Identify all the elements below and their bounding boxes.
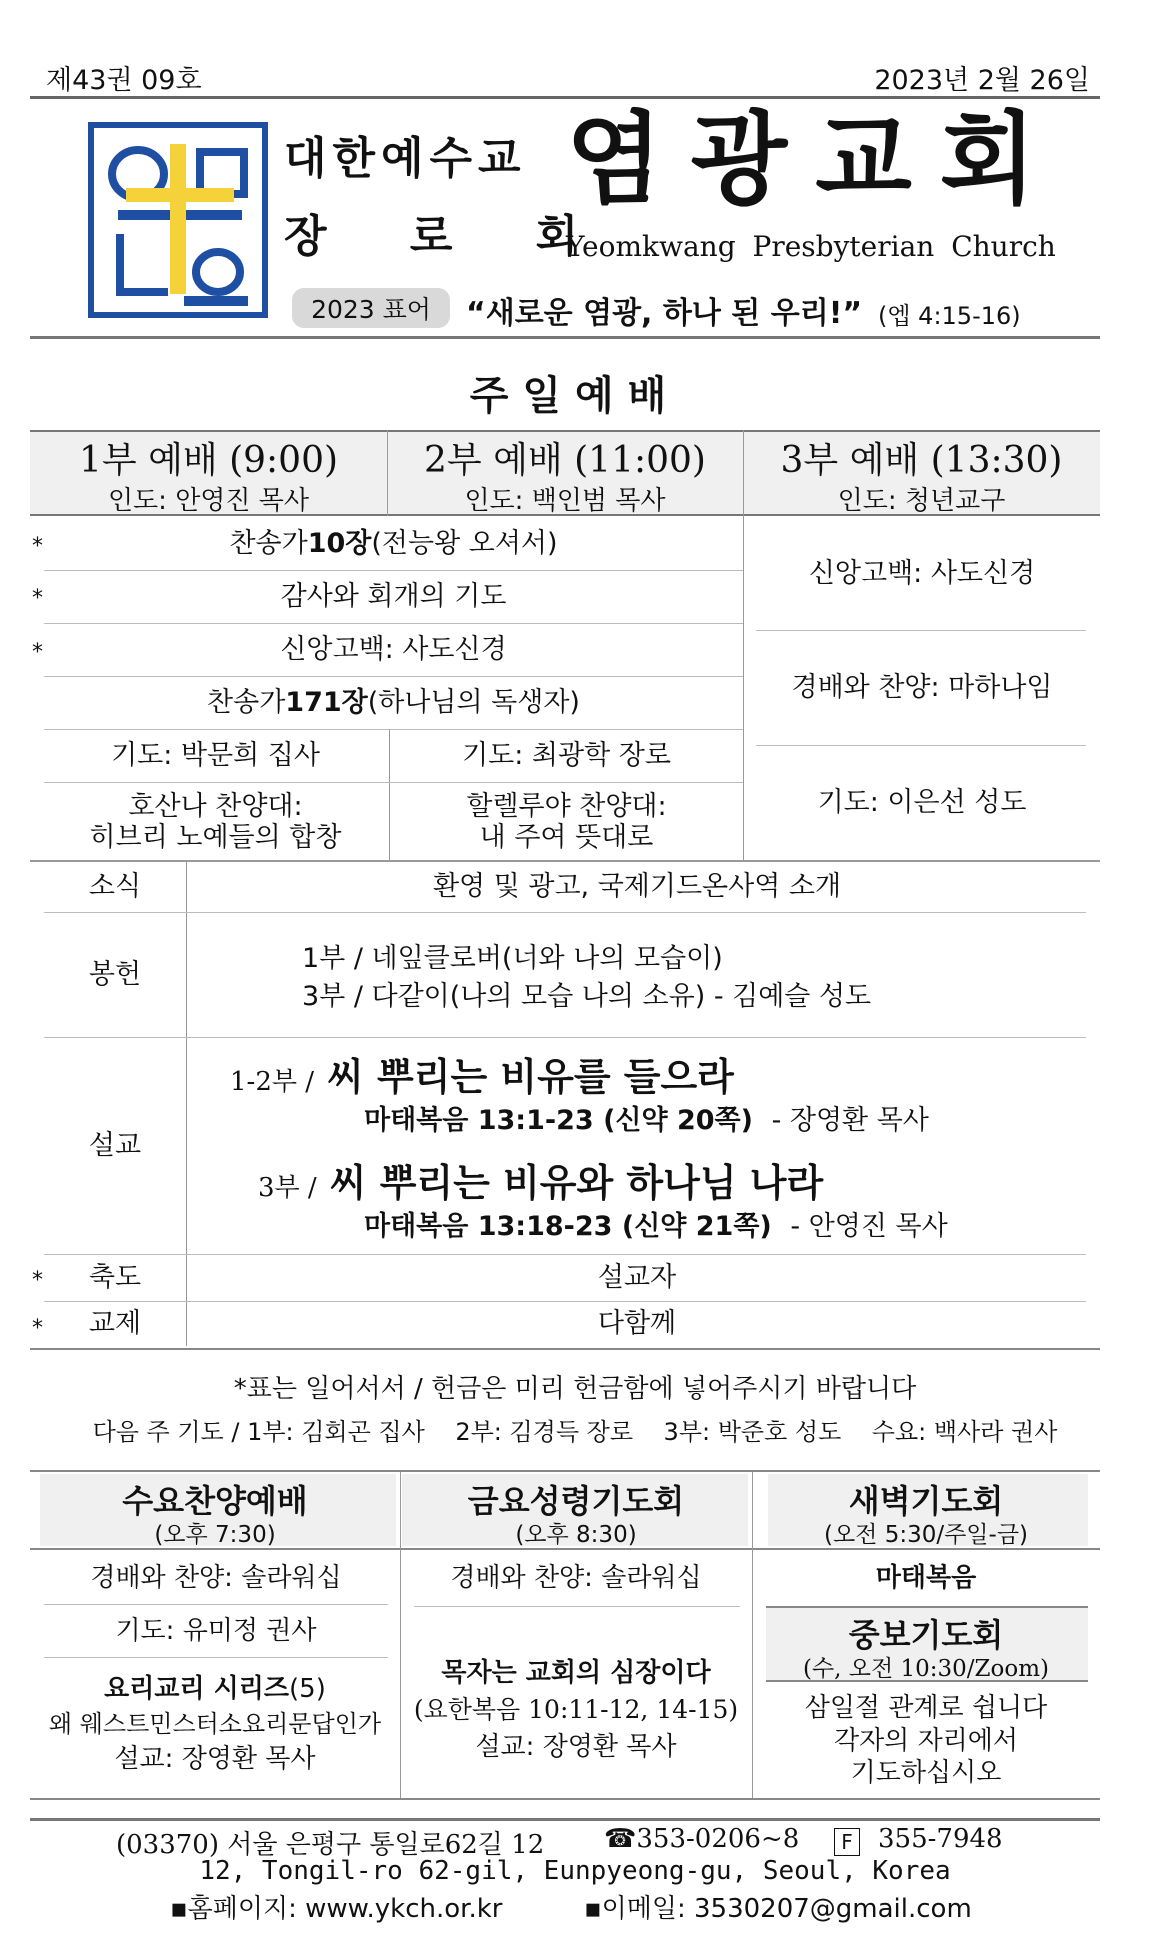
service-3-worship: 경배와 찬양: 마하나임 bbox=[791, 672, 1053, 704]
church-name-korean: 염광교회 bbox=[566, 101, 1065, 218]
second-hymn bbox=[44, 677, 743, 729]
opening-hymn bbox=[44, 518, 743, 570]
sermon-title: 씨 뿌리는 비유를 들으라 bbox=[327, 1055, 734, 1099]
news-label: 소식 bbox=[88, 871, 142, 903]
intercession-notice-line: 삼일절 관계로 쉽니다 bbox=[804, 1693, 1048, 1723]
service-2-name: 2부 예배 (11:00) bbox=[424, 440, 706, 481]
next-week-prayers: 다음 주 기도 / 1부: 김회곤 집사 2부: 김경득 장로 3부: 박준호 성도 수요: 백사라 권사 bbox=[92, 1418, 1058, 1446]
friday-title: 금요성령기도회 bbox=[467, 1482, 685, 1520]
friday-worship: 경배와 찬양: 솔라워십 bbox=[450, 1562, 702, 1593]
offering-label: 봉헌 bbox=[88, 959, 142, 991]
hymn-title: (전능왕 오셔서) bbox=[371, 528, 558, 560]
church-name-english: Yeomkwang Presbyterian Church bbox=[566, 230, 1056, 263]
blessing: 설교자 bbox=[597, 1262, 677, 1294]
church-logo-mark bbox=[88, 122, 268, 318]
wednesday-title: 수요찬양예배 bbox=[122, 1482, 308, 1520]
standing-note: *표는 일어서서 / 헌금은 미리 헌금함에 넣어주시기 바랍니다 bbox=[233, 1374, 917, 1404]
offering-service-3: 3부 / 다같이(나의 모습 나의 소유) - 김예슬 성도 bbox=[302, 980, 872, 1012]
issue-date: 2023년 2월 26일 bbox=[874, 65, 1090, 96]
dawn-text: 마태복음 bbox=[875, 1562, 977, 1593]
hymn-label: 찬송가 bbox=[207, 687, 286, 719]
sermon-preacher: - 안영진 목사 bbox=[790, 1211, 948, 1242]
sermon-preacher: - 장영환 목사 bbox=[771, 1105, 929, 1136]
address-english: 12, Tongil-ro 62-gil, Eunpyeong-gu, Seoul, Korea bbox=[199, 1856, 951, 1886]
intercession-notice-line: 기도하십시오 bbox=[850, 1758, 1002, 1788]
issue-number: 제43권 09호 bbox=[46, 65, 202, 96]
choir-song: 히브리 노예들의 합창 bbox=[89, 822, 342, 853]
hymn-number: 171장 bbox=[285, 687, 368, 719]
fax-number: 355-7948 bbox=[878, 1824, 1003, 1854]
sermon-2-reference bbox=[364, 1204, 948, 1243]
sunday-worship-title: 주일예배 bbox=[469, 373, 681, 419]
series-title: 요리교리 시리즈 bbox=[104, 1674, 290, 1704]
standing-mark: * bbox=[32, 586, 43, 611]
news: 환영 및 광고, 국제기드온사역 소개 bbox=[432, 871, 842, 903]
wednesday-topic: 왜 웨스트민스터소요리문답인가 bbox=[48, 1710, 382, 1738]
sermon-1-reference bbox=[364, 1098, 929, 1137]
service-3-creed: 신앙고백: 사도신경 bbox=[808, 558, 1036, 590]
dawn-title: 새벽기도회 bbox=[848, 1482, 1004, 1520]
wednesday-worship: 경배와 찬양: 솔라워십 bbox=[90, 1562, 342, 1593]
friday-preacher: 설교: 장영환 목사 bbox=[475, 1732, 677, 1762]
intercession-notice-line: 각자의 자리에서 bbox=[833, 1725, 1019, 1756]
blessing-label: 축도 bbox=[88, 1262, 142, 1294]
motto-reference: (엡 4:15-16) bbox=[878, 302, 1021, 330]
sermon-part: 1-2부 / bbox=[230, 1067, 315, 1097]
sermon-passage: 마태복음 13:1-23 (신약 20쪽) bbox=[364, 1105, 753, 1136]
sermon-1 bbox=[230, 1046, 734, 1101]
standing-mark: * bbox=[32, 534, 43, 559]
sermon-2 bbox=[258, 1152, 823, 1207]
standing-mark: * bbox=[32, 640, 43, 665]
standing-mark: * bbox=[32, 1268, 43, 1293]
denomination-line1: 대한예수교 bbox=[284, 133, 527, 184]
friday-sermon-title: 목자는 교회의 심장이다 bbox=[441, 1658, 711, 1688]
service-1-name: 1부 예배 (9:00) bbox=[78, 440, 339, 481]
creed: 신앙고백: 사도신경 bbox=[280, 634, 507, 666]
sermon-label: 설교 bbox=[88, 1130, 142, 1162]
prayer-service-2: 기도: 최광학 장로 bbox=[462, 740, 671, 772]
service-3-leader: 인도: 청년교구 bbox=[837, 486, 1006, 516]
sermon-title: 씨 뿌리는 비유와 하나님 나라 bbox=[329, 1161, 824, 1205]
intercession-notice bbox=[752, 1692, 1100, 1790]
phone-number: ☎353-0206~8 bbox=[604, 1824, 800, 1854]
dawn-time: (오전 5:30/주일-금) bbox=[823, 1522, 1029, 1548]
choir-name: 호산나 찬양대: bbox=[128, 790, 303, 822]
offering-details bbox=[302, 940, 871, 1016]
address-korean: (03370) 서울 은평구 통일로62길 12 bbox=[116, 1830, 545, 1860]
denomination-line2: 장 로 회 bbox=[284, 211, 613, 262]
service-3-name: 3부 예배 (13:30) bbox=[780, 440, 1063, 481]
offering-service-1: 1부 / 네잎클로버(너와 나의 모습이) bbox=[302, 943, 723, 974]
wednesday-series bbox=[30, 1668, 400, 1705]
fax-icon: F bbox=[834, 1828, 860, 1856]
intercession-time: (수, 오전 10:30/Zoom) bbox=[802, 1656, 1050, 1682]
series-number: (5) bbox=[289, 1674, 326, 1704]
hymn-label: 찬송가 bbox=[229, 528, 308, 560]
email-link[interactable]: ▪이메일: 3530207@gmail.com bbox=[584, 1894, 972, 1924]
wednesday-prayer: 기도: 유미정 권사 bbox=[115, 1615, 317, 1646]
choir-service-2 bbox=[390, 784, 743, 860]
fellowship: 다함께 bbox=[597, 1308, 677, 1340]
sermon-part: 3부 / bbox=[258, 1173, 317, 1203]
wednesday-time: (오후 7:30) bbox=[154, 1522, 276, 1548]
choir-song: 내 주여 뜻대로 bbox=[479, 822, 654, 853]
motto: “새로운 염광, 하나 된 우리!” bbox=[466, 296, 863, 331]
hymn-title: (하나님의 독생자) bbox=[367, 687, 580, 719]
service-3-prayer: 기도: 이은선 성도 bbox=[817, 787, 1027, 819]
service-1-leader: 인도: 안영진 목사 bbox=[107, 486, 310, 516]
choir-service-1 bbox=[44, 784, 387, 860]
intercession-title: 중보기도회 bbox=[848, 1616, 1004, 1654]
friday-passage: (요한복음 10:11-12, 14-15) bbox=[413, 1695, 739, 1724]
wednesday-preacher: 설교: 장영환 목사 bbox=[114, 1744, 316, 1774]
motto-tag: 2023 표어 bbox=[292, 288, 450, 328]
hymn-number: 10장 bbox=[307, 528, 372, 560]
choir-name: 할렐루야 찬양대: bbox=[466, 790, 667, 822]
friday-time: (오후 8:30) bbox=[515, 1522, 637, 1548]
standing-mark: * bbox=[32, 1316, 43, 1341]
prayer-service-1: 기도: 박문희 집사 bbox=[111, 740, 320, 772]
sermon-passage: 마태복음 13:18-23 (신약 21쪽) bbox=[364, 1211, 772, 1242]
homepage-link[interactable]: ▪홈페이지: www.ykch.or.kr bbox=[170, 1894, 503, 1924]
fellowship-label: 교제 bbox=[88, 1308, 142, 1340]
thanks-prayer: 감사와 회개의 기도 bbox=[280, 581, 507, 613]
service-2-leader: 인도: 백인범 목사 bbox=[464, 486, 666, 516]
church-logo bbox=[88, 122, 268, 318]
